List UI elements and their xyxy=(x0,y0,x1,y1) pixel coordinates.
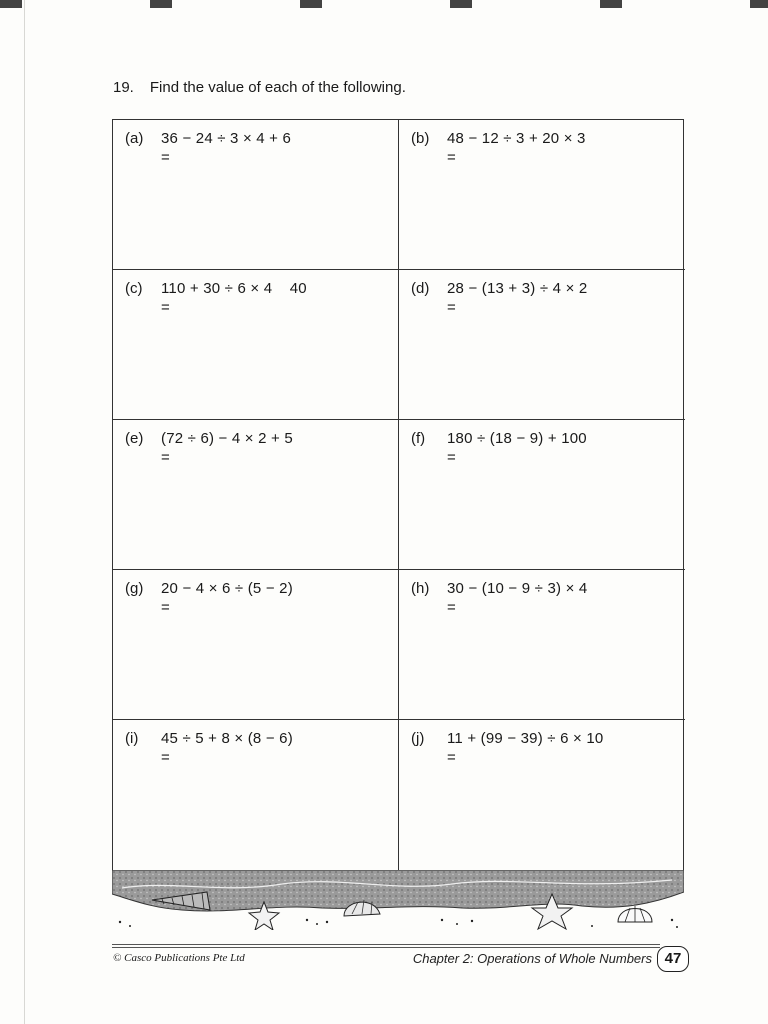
answer-equals: = xyxy=(447,149,456,166)
answer-equals: = xyxy=(447,749,456,766)
answer-equals: = xyxy=(447,599,456,616)
problem-expression: 30 − (10 − 9 ÷ 3) × 4 xyxy=(447,580,588,597)
problem-label: (c) xyxy=(125,280,143,297)
footer-rule xyxy=(112,944,660,945)
problem-label: (a) xyxy=(125,130,144,147)
problem-expression: 45 ÷ 5 + 8 × (8 − 6) xyxy=(161,730,293,747)
problem-label: (j) xyxy=(411,730,425,747)
question-number: 19. xyxy=(113,79,134,96)
problem-cell-c xyxy=(113,270,399,420)
answer-equals: = xyxy=(447,449,456,466)
question-heading xyxy=(113,79,406,96)
problem-label: (g) xyxy=(125,580,144,597)
footer-rule xyxy=(112,947,660,948)
problem-label: (i) xyxy=(125,730,139,747)
sand-dots xyxy=(119,919,678,928)
question-text: Find the value of each of the following. xyxy=(149,79,406,96)
problem-label: (d) xyxy=(411,280,430,297)
binding-margin-line xyxy=(24,0,25,1024)
scallop-shell-icon xyxy=(618,906,652,922)
answer-equals: = xyxy=(161,149,170,166)
answer-equals: = xyxy=(161,599,170,616)
problem-cell-g xyxy=(113,570,399,720)
problem-expression: 48 − 12 ÷ 3 + 20 × 3 xyxy=(447,130,586,147)
problem-cell-j xyxy=(399,720,685,870)
answer-equals: = xyxy=(161,299,170,316)
problem-label: (b) xyxy=(411,130,430,147)
answer-equals: = xyxy=(447,299,456,316)
publisher-credit: © Casco Publications Pte Ltd xyxy=(113,952,245,964)
answer-equals: = xyxy=(161,449,170,466)
problem-label: (f) xyxy=(411,430,426,447)
problem-expression: 20 − 4 × 6 ÷ (5 − 2) xyxy=(161,580,293,597)
problem-cell-a xyxy=(113,120,399,270)
problem-expression: 110 + 30 ÷ 6 × 4 40 xyxy=(161,280,307,297)
problem-cell-f xyxy=(399,420,685,570)
problem-expression: 36 − 24 ÷ 3 × 4 + 6 xyxy=(161,130,292,147)
problem-expression: 180 ÷ (18 − 9) + 100 xyxy=(447,430,587,447)
beach-illustration xyxy=(112,870,684,930)
problem-cell-i xyxy=(113,720,399,870)
problem-expression: 11 + (99 − 39) ÷ 6 × 10 xyxy=(447,730,604,747)
problem-grid xyxy=(112,119,684,870)
problem-expression: 28 − (13 + 3) ÷ 4 × 2 xyxy=(447,280,588,297)
problem-cell-e xyxy=(113,420,399,570)
page-number: 47 xyxy=(657,946,689,972)
problem-label: (e) xyxy=(125,430,144,447)
problem-expression: (72 ÷ 6) − 4 × 2 + 5 xyxy=(161,430,293,447)
problem-label: (h) xyxy=(411,580,430,597)
top-cropped-strip xyxy=(0,0,768,8)
problem-cell-d xyxy=(399,270,685,420)
problem-cell-h xyxy=(399,570,685,720)
chapter-title: Chapter 2: Operations of Whole Numbers xyxy=(412,951,652,966)
problem-cell-b xyxy=(399,120,685,270)
answer-equals: = xyxy=(161,749,170,766)
